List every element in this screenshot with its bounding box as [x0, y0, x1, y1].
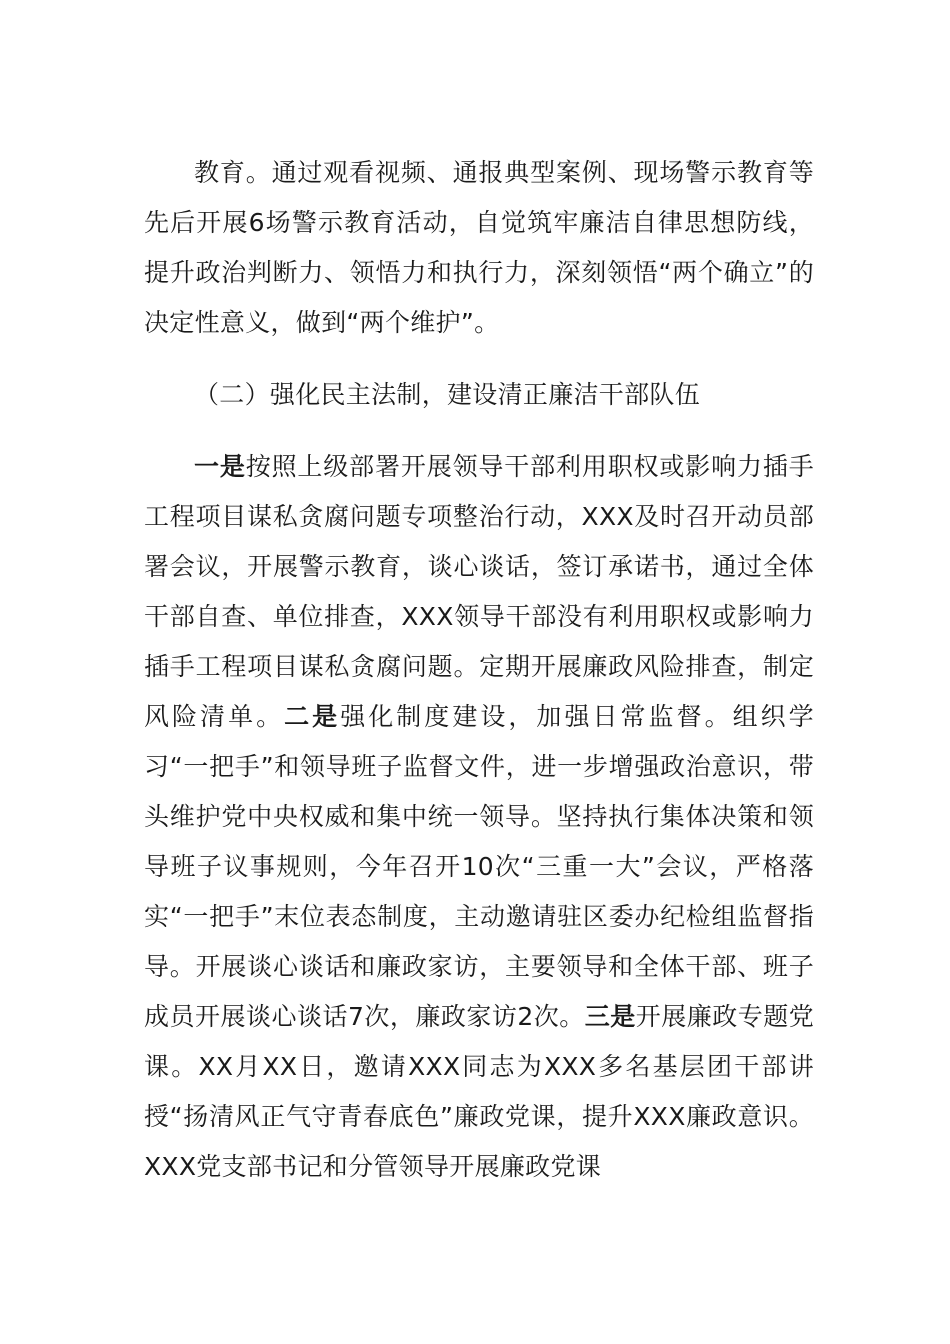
lead-second: 二是	[284, 702, 341, 731]
paragraph-measures	[144, 442, 814, 1192]
measure-first-text: 按照上级部署开展领导干部利用职权或影响力插手工程项目谋私贪腐问题专项整治行动，XXX及时召开动员部署会议，开展警示教育，谈心谈话，签订承诺书，通过全体干部自查、单位排查，XXX领导干部没有利用职权或影响力插手工程项目谋私贪腐问题。定期开展廉政风险排查，制定风险清单。	[144, 452, 814, 731]
document-body	[144, 148, 814, 1192]
paragraph-warning-education: 教育。通过观看视频、通报典型案例、现场警示教育等先后开展6场警示教育活动，自觉筑牢廉洁自律思想防线，提升政治判断力、领悟力和执行力，深刻领悟“两个确立”的决定性意义，做到“两个维护”。	[144, 158, 814, 337]
section-heading: （二）强化民主法制，建设清正廉洁干部队伍	[194, 380, 701, 409]
lead-first: 一是	[194, 452, 246, 481]
measure-second-text: 强化制度建设，加强日常监督。组织学习“一把手”和领导班子监督文件，进一步增强政治意识，带头维护党中央权威和集中统一领导。坚持执行集体决策和领导班子议事规则，今年召开10次“三重一大”会议，严格落实“一把手”末位表态制度，主动邀请驻区委办纪检组监督指导。开展谈心谈话和廉政家访，主要领导和全体干部、班子成员开展谈心谈话7次，廉政家访2次。	[144, 702, 814, 1031]
measure-third-text: 开展廉政专题党课。XX月XX日，邀请XXX同志为XXX多名基层团干部讲授“扬清风正气守青春底色”廉政党课，提升XXX廉政意识。XXX党支部书记和分管领导开展廉政党课	[144, 1002, 814, 1181]
lead-third: 三是	[584, 1002, 636, 1031]
